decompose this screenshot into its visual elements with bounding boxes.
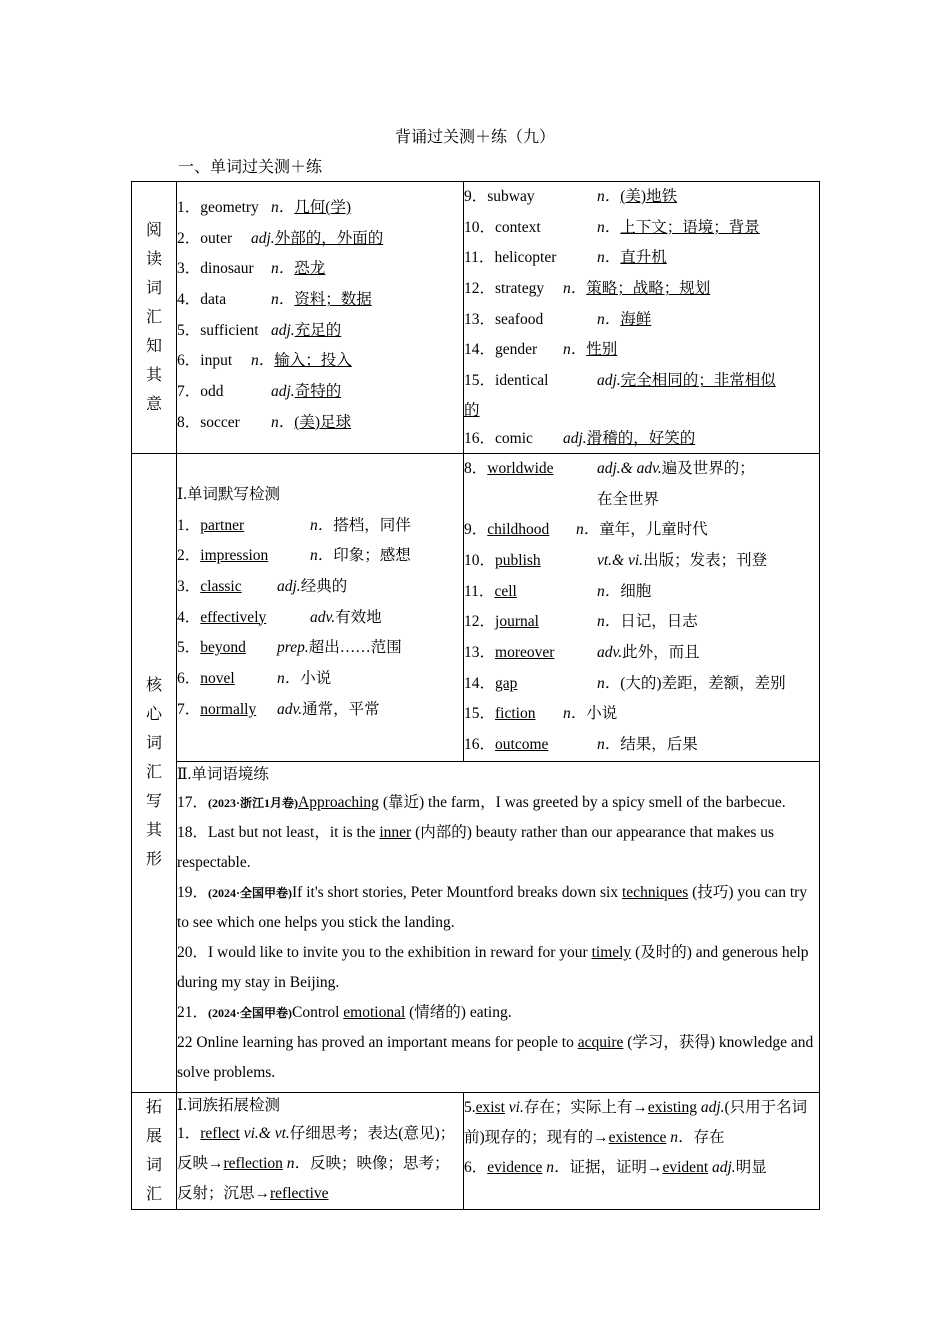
side-char: 词 (145, 735, 162, 753)
side-char: 形 (145, 851, 162, 869)
side-char: 词 (145, 1156, 162, 1174)
context-sentence: 19．(2024·全国甲卷)If it's short stories, Peter Mountford breaks down six techniques (技巧) you can try to see which one helps you stick the landing. (177, 883, 808, 931)
section-subheading: Ⅰ.词族拓展检测 (177, 1096, 280, 1114)
list-item: 11．cell n．细胞 (464, 582, 652, 600)
list-item: 10．context n．上下文；语境；背景 (464, 218, 760, 236)
core-row-1 (132, 453, 820, 761)
side-char: 拓 (145, 1098, 162, 1116)
context-sentence: 18．Last but not least，it is the inner (内部的) beauty rather than our appearance that makes us respectable. (177, 823, 775, 871)
page-title: 背诵过关测＋练（九） (394, 129, 555, 146)
list-item: 12．strategy n．策略；战略；规划 (464, 280, 711, 298)
list-item: 5．beyond prep.超出……范围 (177, 639, 402, 657)
list-item: 11．helicopter n．直升机 (464, 249, 667, 267)
list-item: 10．publish vt.& vi.出版；发表；刊登 (464, 551, 768, 569)
extension-row (132, 1092, 820, 1209)
list-item: 4．data n．资料；数据 (177, 291, 372, 309)
extension-right (464, 1092, 820, 1209)
context-sentence: 17．(2023·浙江1月卷)Approaching (靠近) the farm，I was greeted by a spicy smell of the barbecue. (177, 793, 786, 811)
list-item: 13．seafood n．海鲜 (464, 310, 652, 328)
extension-left (177, 1092, 464, 1209)
list-item: 16．comic adj.滑稽的，好笑的 (464, 429, 696, 447)
vocab-table (131, 181, 820, 1210)
list-item-continued: 的 (464, 401, 480, 419)
word-family-item: 6．evidence n．证据，证明→evident adj.明显 (464, 1158, 767, 1176)
word-family-item: 5.exist vi.存在；实际上有→existing adj.(只用于名词前)现存的；现有的→existence n．存在 (464, 1098, 808, 1146)
core-left-list (177, 453, 464, 761)
side-char: 阅 (145, 221, 162, 239)
side-char: 读 (145, 250, 162, 268)
side-char: 汇 (145, 764, 162, 782)
side-label-extension (132, 1092, 177, 1209)
list-item: 6．novel n．小说 (177, 669, 332, 687)
list-item: 1．partner n．搭档，同伴 (177, 516, 411, 534)
list-item: 7．odd adj.奇特的 (177, 383, 342, 401)
context-sentence: 20．I would like to invite you to the exhibition in reward for your timely (及时的) and generous help during my stay in Beijing. (177, 943, 809, 991)
side-char: 写 (145, 793, 162, 811)
list-item: 9．childhood n．童年，儿童时代 (464, 521, 708, 539)
reading-right-list (464, 182, 820, 454)
side-char: 汇 (145, 308, 162, 326)
list-item: 12．journal n．日记，日志 (464, 613, 698, 631)
side-char: 其 (145, 366, 162, 384)
list-item: 5．sufficient adj.充足的 (177, 321, 342, 339)
section-subheading: Ⅰ.单词默写检测 (177, 485, 280, 503)
list-item: 14．gap n．(大的)差距，差额，差别 (464, 674, 786, 692)
list-item: 9．subway n．(美)地铁 (464, 188, 678, 205)
side-char: 展 (145, 1127, 162, 1145)
list-item: 13．moreover adv.此外，而且 (464, 643, 700, 661)
side-char: 心 (145, 706, 162, 724)
list-item: 16．outcome n．结果，后果 (464, 736, 698, 753)
list-item: 3．classic adj.经典的 (177, 577, 348, 595)
list-item: 7．normally adv.通常，平常 (177, 700, 380, 718)
side-char: 词 (145, 279, 162, 297)
section-heading: 一、单词过关测＋练 (178, 159, 323, 176)
reading-row (132, 182, 820, 454)
side-char: 其 (145, 822, 162, 840)
list-item: 6．input n．输入；投入 (177, 352, 352, 370)
list-item: 1．geometry n．几何(学) (177, 199, 352, 216)
list-item: 2．outer adj.外部的，外面的 (177, 229, 384, 247)
side-label-core (132, 453, 177, 1092)
context-sentence: 22 Online learning has proved an important means for people to acquire (学习，获得) knowledge and solve problems. (177, 1033, 814, 1081)
list-item: 8．soccer n．(美)足球 (177, 413, 352, 431)
list-item: 4．effectively adv.有效地 (177, 608, 382, 626)
list-item: 15．fiction n．小说 (464, 705, 618, 723)
side-char: 汇 (145, 1185, 162, 1203)
side-char: 意 (145, 395, 162, 413)
list-item: 8．worldwide adj.& adv.遍及世界的； (464, 459, 755, 477)
list-item-continued: 在全世界 (597, 490, 660, 508)
side-char: 核 (145, 677, 162, 695)
core-right-list (464, 453, 820, 761)
list-item: 14．gender n．性别 (464, 341, 618, 359)
core-row-2 (132, 761, 820, 1092)
side-char: 知 (145, 337, 162, 355)
list-item: 2．impression n．印象；感想 (177, 547, 411, 565)
reading-left-list (177, 182, 464, 454)
list-item: 15．identical adj.完全相同的；非常相似 (464, 372, 776, 390)
context-sentence: 21．(2024·全国甲卷)Control emotional (情绪的) eating. (177, 1003, 512, 1021)
side-label-reading (132, 182, 177, 454)
list-item: 3．dinosaur n．恐龙 (177, 260, 326, 278)
word-family-item: 1．reflect vi.& vt.仔细思考；表达(意见)；反映→reflection n．反映；映像；思考；反射；沉思→reflective (177, 1124, 456, 1202)
section-subheading: Ⅱ.单词语境练 (177, 765, 269, 783)
context-practice (177, 761, 820, 1092)
